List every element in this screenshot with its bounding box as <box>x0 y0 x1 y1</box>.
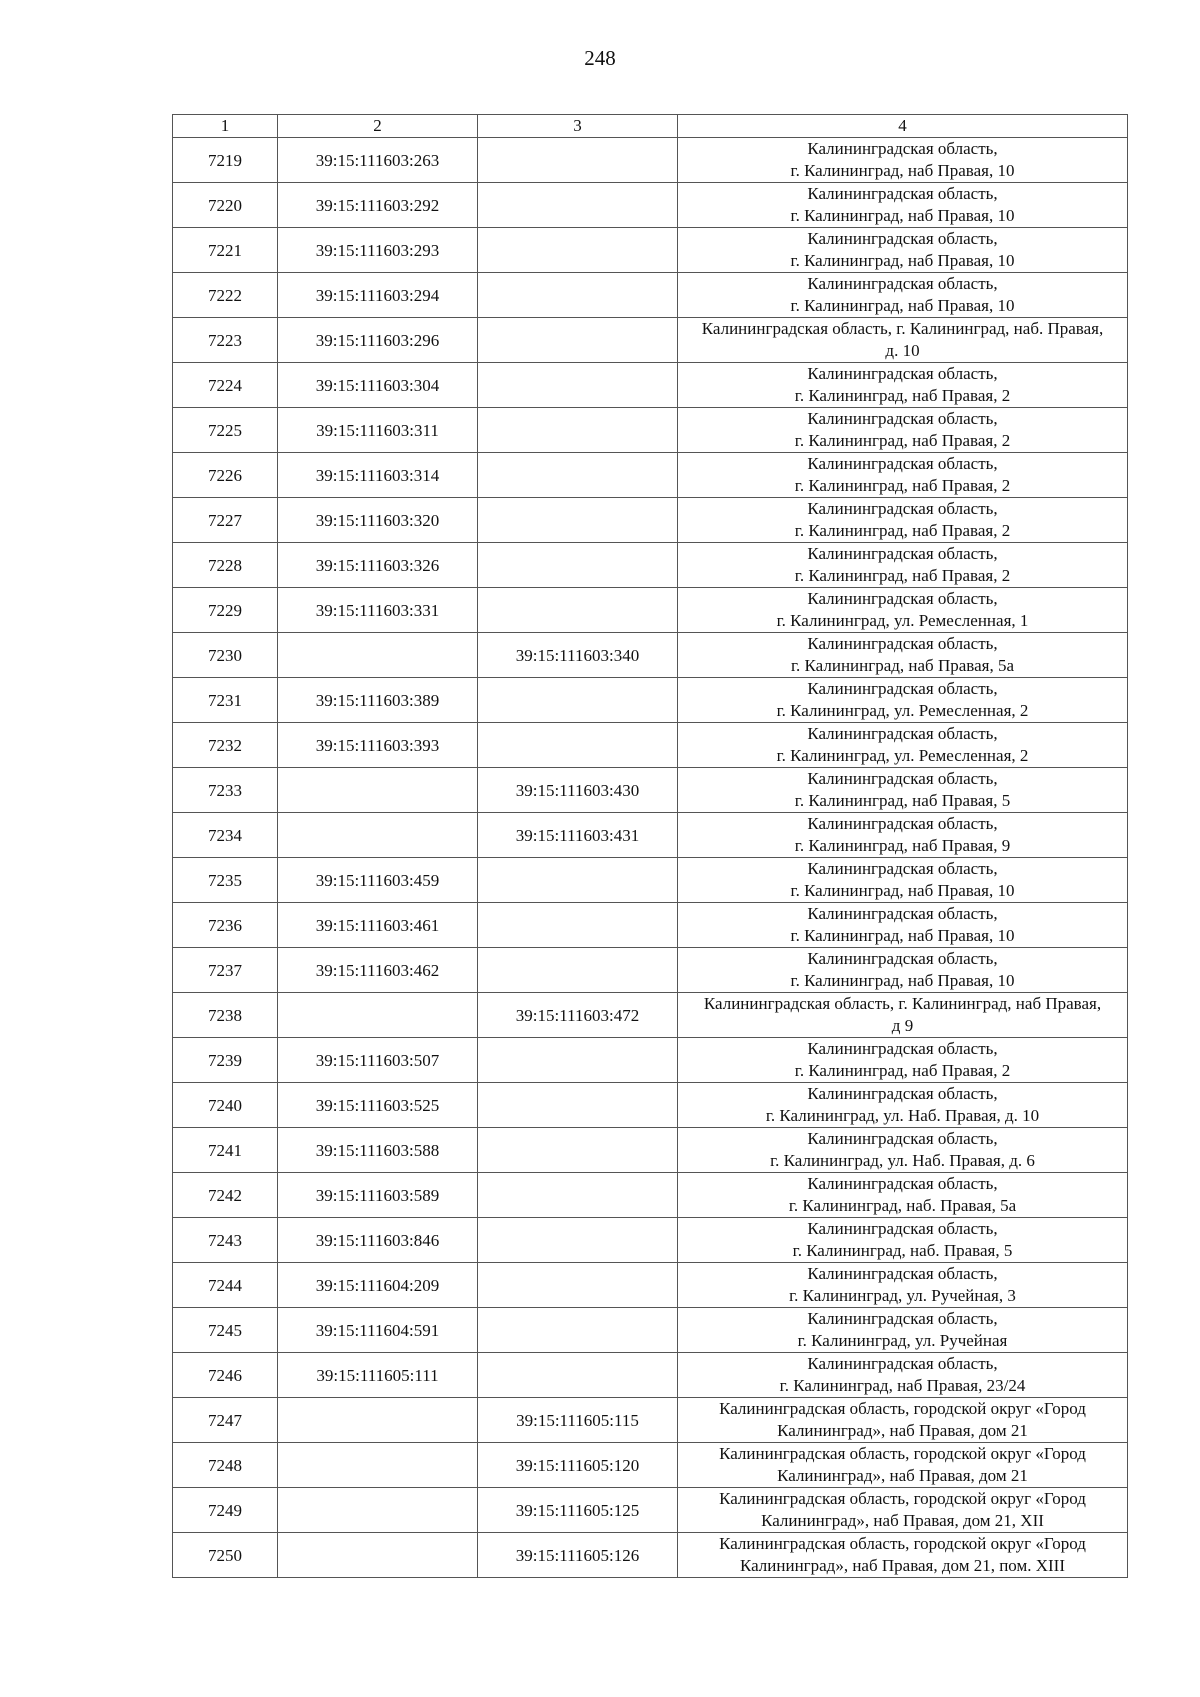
cadastral-number-cell <box>278 633 478 678</box>
address-cell <box>678 768 1128 813</box>
related-cadastral-number-cell <box>478 588 678 633</box>
related-cadastral-number-cell <box>478 408 678 453</box>
address-cell <box>678 228 1128 273</box>
cadastral-number-cell: 39:15:111605:111 <box>278 1353 478 1398</box>
address-line-1: Калининградская область, городской округ «Город <box>719 1534 1086 1553</box>
table-row <box>173 633 1128 678</box>
address-line-2: г. Калининград, наб Правая, 23/24 <box>779 1376 1026 1395</box>
related-cadastral-number-cell <box>478 1353 678 1398</box>
address-line-2: г. Калининград, наб Правая, 10 <box>790 296 1015 315</box>
column-header-4: 4 <box>678 115 1128 138</box>
address-line-2: г. Калининград, ул. Ручейная <box>797 1331 1008 1350</box>
address-line-1: Калининградская область, <box>807 139 998 158</box>
address-line-1: Калининградская область, г. Калининград, наб. Правая, <box>701 319 1104 338</box>
related-cadastral-number-cell <box>478 228 678 273</box>
table-row <box>173 1218 1128 1263</box>
address-cell <box>678 678 1128 723</box>
row-number-cell: 7225 <box>173 408 278 453</box>
related-cadastral-number-cell: 39:15:111603:472 <box>478 993 678 1038</box>
row-number-cell: 7240 <box>173 1083 278 1128</box>
cadastral-number-cell <box>278 1398 478 1443</box>
address-cell <box>678 1353 1128 1398</box>
address-cell <box>678 1263 1128 1308</box>
row-number-cell: 7230 <box>173 633 278 678</box>
cadastral-number-cell: 39:15:111603:314 <box>278 453 478 498</box>
related-cadastral-number-cell: 39:15:111603:431 <box>478 813 678 858</box>
related-cadastral-number-cell: 39:15:111603:430 <box>478 768 678 813</box>
address-cell <box>678 1128 1128 1173</box>
row-number-cell: 7236 <box>173 903 278 948</box>
address-line-1: Калининградская область, <box>807 679 998 698</box>
related-cadastral-number-cell <box>478 183 678 228</box>
address-line-2: г. Калининград, ул. Наб. Правая, д. 6 <box>770 1151 1035 1170</box>
address-cell <box>678 498 1128 543</box>
address-line-2: г. Калининград, наб Правая, 5а <box>791 656 1014 675</box>
address-line-1: Калининградская область, <box>807 1129 998 1148</box>
address-line-1: Калининградская область, <box>807 454 998 473</box>
address-line-2: г. Калининград, наб Правая, 10 <box>790 971 1015 990</box>
related-cadastral-number-cell <box>478 948 678 993</box>
table-row <box>173 1398 1128 1443</box>
related-cadastral-number-cell <box>478 723 678 768</box>
related-cadastral-number-cell <box>478 1308 678 1353</box>
address-line-1: Калининградская область, <box>807 859 998 878</box>
cadastral-number-cell: 39:15:111603:525 <box>278 1083 478 1128</box>
row-number-cell: 7242 <box>173 1173 278 1218</box>
address-line-1: Калининградская область, <box>807 1354 998 1373</box>
related-cadastral-number-cell <box>478 498 678 543</box>
cadastral-number-cell: 39:15:111603:331 <box>278 588 478 633</box>
column-header-3: 3 <box>478 115 678 138</box>
address-cell <box>678 813 1128 858</box>
related-cadastral-number-cell <box>478 903 678 948</box>
cadastral-number-cell: 39:15:111603:292 <box>278 183 478 228</box>
address-line-1: Калининградская область, <box>807 229 998 248</box>
address-cell <box>678 1398 1128 1443</box>
address-line-2: г. Калининград, ул. Ручейная, 3 <box>789 1286 1016 1305</box>
row-number-cell: 7246 <box>173 1353 278 1398</box>
row-number-cell: 7226 <box>173 453 278 498</box>
table-row <box>173 273 1128 318</box>
address-line-1: Калининградская область, <box>807 364 998 383</box>
cadastral-number-cell: 39:15:111603:294 <box>278 273 478 318</box>
related-cadastral-number-cell <box>478 543 678 588</box>
cadastral-number-cell: 39:15:111603:326 <box>278 543 478 588</box>
row-number-cell: 7233 <box>173 768 278 813</box>
address-cell <box>678 588 1128 633</box>
related-cadastral-number-cell <box>478 273 678 318</box>
table-row <box>173 1263 1128 1308</box>
related-cadastral-number-cell: 39:15:111605:125 <box>478 1488 678 1533</box>
row-number-cell: 7228 <box>173 543 278 588</box>
cadastral-number-cell: 39:15:111604:209 <box>278 1263 478 1308</box>
address-line-1: Калининградская область, г. Калининград, наб Правая, <box>703 994 1102 1013</box>
related-cadastral-number-cell <box>478 138 678 183</box>
related-cadastral-number-cell: 39:15:111605:126 <box>478 1533 678 1578</box>
table-row <box>173 138 1128 183</box>
address-cell <box>678 363 1128 408</box>
column-header-2: 2 <box>278 115 478 138</box>
address-line-1: Калининградская область, <box>807 274 998 293</box>
related-cadastral-number-cell <box>478 678 678 723</box>
address-cell <box>678 948 1128 993</box>
cadastral-number-cell: 39:15:111603:296 <box>278 318 478 363</box>
cadastral-number-cell: 39:15:111603:589 <box>278 1173 478 1218</box>
table-row <box>173 543 1128 588</box>
address-line-2: г. Калининград, ул. Ремесленная, 2 <box>776 701 1029 720</box>
address-line-2: г. Калининград, наб Правая, 10 <box>790 251 1015 270</box>
address-cell <box>678 723 1128 768</box>
table-row <box>173 453 1128 498</box>
address-line-2: г. Калининград, наб Правая, 2 <box>794 476 1011 495</box>
address-line-2: г. Калининград, наб Правая, 10 <box>790 881 1015 900</box>
cadastral-number-cell: 39:15:111603:293 <box>278 228 478 273</box>
table-row <box>173 903 1128 948</box>
row-number-cell: 7219 <box>173 138 278 183</box>
address-line-1: Калининградская область, <box>807 184 998 203</box>
address-line-2: г. Калининград, наб Правая, 10 <box>790 161 1015 180</box>
cadastral-number-cell: 39:15:111603:263 <box>278 138 478 183</box>
address-line-1: Калининградская область, <box>807 1219 998 1238</box>
row-number-cell: 7237 <box>173 948 278 993</box>
address-line-1: Калининградская область, <box>807 634 998 653</box>
related-cadastral-number-cell: 39:15:111605:115 <box>478 1398 678 1443</box>
row-number-cell: 7234 <box>173 813 278 858</box>
table-row <box>173 408 1128 453</box>
address-cell <box>678 318 1128 363</box>
address-line-2: г. Калининград, наб Правая, 2 <box>794 431 1011 450</box>
address-line-2: г. Калининград, наб Правая, 2 <box>794 386 1011 405</box>
column-header-1: 1 <box>173 115 278 138</box>
related-cadastral-number-cell <box>478 1263 678 1308</box>
cadastral-number-cell: 39:15:111603:588 <box>278 1128 478 1173</box>
address-line-1: Калининградская область, городской округ «Город <box>719 1399 1086 1418</box>
address-line-1: Калининградская область, <box>807 1264 998 1283</box>
address-line-2: г. Калининград, наб. Правая, 5а <box>788 1196 1017 1215</box>
table-row <box>173 1083 1128 1128</box>
table-row <box>173 1488 1128 1533</box>
cadastral-number-cell <box>278 1488 478 1533</box>
address-line-1: Калининградская область, <box>807 1039 998 1058</box>
row-number-cell: 7244 <box>173 1263 278 1308</box>
address-line-2: Калининград», наб Правая, дом 21, XII <box>761 1511 1044 1530</box>
address-cell <box>678 273 1128 318</box>
address-line-1: Калининградская область, <box>807 409 998 428</box>
table-row <box>173 588 1128 633</box>
address-line-2: г. Калининград, ул. Ремесленная, 2 <box>776 746 1029 765</box>
address-line-1: Калининградская область, <box>807 814 998 833</box>
address-line-2: Калининград», наб Правая, дом 21 <box>777 1421 1028 1440</box>
address-line-2: д 9 <box>891 1016 914 1035</box>
row-number-cell: 7250 <box>173 1533 278 1578</box>
row-number-cell: 7247 <box>173 1398 278 1443</box>
table-row <box>173 1308 1128 1353</box>
address-cell <box>678 1308 1128 1353</box>
address-cell <box>678 1038 1128 1083</box>
address-line-1: Калининградская область, <box>807 1309 998 1328</box>
cadastral-number-cell <box>278 1443 478 1488</box>
address-cell <box>678 1083 1128 1128</box>
cadastral-number-cell <box>278 813 478 858</box>
address-line-2: г. Калининград, наб Правая, 2 <box>794 521 1011 540</box>
address-line-2: д. 10 <box>885 341 920 360</box>
cadastral-number-cell: 39:15:111603:846 <box>278 1218 478 1263</box>
table-row <box>173 1173 1128 1218</box>
address-line-2: г. Калининград, ул. Ремесленная, 1 <box>776 611 1029 630</box>
cadastral-number-cell: 39:15:111603:462 <box>278 948 478 993</box>
address-line-1: Калининградская область, городской округ «Город <box>719 1444 1086 1463</box>
related-cadastral-number-cell <box>478 1083 678 1128</box>
table-row <box>173 858 1128 903</box>
address-cell <box>678 1218 1128 1263</box>
address-cell <box>678 543 1128 588</box>
address-line-1: Калининградская область, <box>807 904 998 923</box>
table-row <box>173 948 1128 993</box>
address-cell <box>678 633 1128 678</box>
table-row <box>173 318 1128 363</box>
address-line-2: г. Калининград, наб Правая, 9 <box>794 836 1011 855</box>
table-row <box>173 1443 1128 1488</box>
address-cell <box>678 993 1128 1038</box>
related-cadastral-number-cell <box>478 1128 678 1173</box>
table-body <box>173 138 1128 1578</box>
cadastral-number-cell <box>278 993 478 1038</box>
address-line-2: г. Калининград, наб Правая, 10 <box>790 206 1015 225</box>
table-row <box>173 498 1128 543</box>
row-number-cell: 7249 <box>173 1488 278 1533</box>
table-row <box>173 1533 1128 1578</box>
address-line-2: г. Калининград, наб Правая, 2 <box>794 566 1011 585</box>
address-cell <box>678 408 1128 453</box>
row-number-cell: 7231 <box>173 678 278 723</box>
address-cell <box>678 1533 1128 1578</box>
address-line-1: Калининградская область, <box>807 769 998 788</box>
table-row <box>173 228 1128 273</box>
row-number-cell: 7222 <box>173 273 278 318</box>
related-cadastral-number-cell <box>478 1173 678 1218</box>
address-cell <box>678 453 1128 498</box>
page-number: 248 <box>584 46 616 70</box>
table-row <box>173 678 1128 723</box>
related-cadastral-number-cell: 39:15:111603:340 <box>478 633 678 678</box>
address-line-1: Калининградская область, <box>807 949 998 968</box>
address-line-2: Калининград», наб Правая, дом 21, пом. XIII <box>739 1556 1065 1575</box>
address-line-2: г. Калининград, наб. Правая, 5 <box>792 1241 1013 1260</box>
address-cell <box>678 1173 1128 1218</box>
table-row <box>173 1038 1128 1083</box>
cadastral-number-cell: 39:15:111603:311 <box>278 408 478 453</box>
related-cadastral-number-cell <box>478 1038 678 1083</box>
row-number-cell: 7245 <box>173 1308 278 1353</box>
cadastral-number-cell: 39:15:111603:320 <box>278 498 478 543</box>
address-line-1: Калининградская область, <box>807 544 998 563</box>
address-cell <box>678 858 1128 903</box>
table-row <box>173 363 1128 408</box>
cadastral-number-cell: 39:15:111603:393 <box>278 723 478 768</box>
address-cell <box>678 1443 1128 1488</box>
address-line-2: г. Калининград, наб Правая, 2 <box>794 1061 1011 1080</box>
table-row <box>173 723 1128 768</box>
related-cadastral-number-cell <box>478 318 678 363</box>
address-line-1: Калининградская область, <box>807 724 998 743</box>
address-line-1: Калининградская область, <box>807 1174 998 1193</box>
address-line-2: г. Калининград, наб Правая, 10 <box>790 926 1015 945</box>
related-cadastral-number-cell: 39:15:111605:120 <box>478 1443 678 1488</box>
related-cadastral-number-cell <box>478 363 678 408</box>
address-line-1: Калининградская область, <box>807 589 998 608</box>
address-line-2: Калининград», наб Правая, дом 21 <box>777 1466 1028 1485</box>
cadastral-number-cell: 39:15:111603:507 <box>278 1038 478 1083</box>
related-cadastral-number-cell <box>478 1218 678 1263</box>
address-line-1: Калининградская область, <box>807 499 998 518</box>
table-row <box>173 813 1128 858</box>
table-header-row <box>173 115 1128 138</box>
row-number-cell: 7243 <box>173 1218 278 1263</box>
row-number-cell: 7229 <box>173 588 278 633</box>
cadastral-number-cell: 39:15:111604:591 <box>278 1308 478 1353</box>
address-cell <box>678 183 1128 228</box>
cadastral-number-cell: 39:15:111603:461 <box>278 903 478 948</box>
cadastral-number-cell: 39:15:111603:304 <box>278 363 478 408</box>
address-line-1: Калининградская область, городской округ «Город <box>719 1489 1086 1508</box>
table-row <box>173 768 1128 813</box>
address-cell <box>678 1488 1128 1533</box>
table-row <box>173 993 1128 1038</box>
table-row <box>173 1353 1128 1398</box>
row-number-cell: 7223 <box>173 318 278 363</box>
related-cadastral-number-cell <box>478 453 678 498</box>
row-number-cell: 7239 <box>173 1038 278 1083</box>
row-number-cell: 7221 <box>173 228 278 273</box>
table-row <box>173 1128 1128 1173</box>
cadastral-number-cell <box>278 1533 478 1578</box>
table-row <box>173 183 1128 228</box>
related-cadastral-number-cell <box>478 858 678 903</box>
address-line-1: Калининградская область, <box>807 1084 998 1103</box>
cadastral-number-cell: 39:15:111603:389 <box>278 678 478 723</box>
row-number-cell: 7241 <box>173 1128 278 1173</box>
row-number-cell: 7235 <box>173 858 278 903</box>
cadastral-table <box>172 114 1128 1578</box>
row-number-cell: 7232 <box>173 723 278 768</box>
cadastral-number-cell: 39:15:111603:459 <box>278 858 478 903</box>
address-cell <box>678 903 1128 948</box>
row-number-cell: 7238 <box>173 993 278 1038</box>
row-number-cell: 7248 <box>173 1443 278 1488</box>
row-number-cell: 7227 <box>173 498 278 543</box>
address-line-2: г. Калининград, ул. Наб. Правая, д. 10 <box>765 1106 1040 1125</box>
address-line-2: г. Калининград, наб Правая, 5 <box>794 791 1011 810</box>
row-number-cell: 7220 <box>173 183 278 228</box>
cadastral-number-cell <box>278 768 478 813</box>
row-number-cell: 7224 <box>173 363 278 408</box>
address-cell <box>678 138 1128 183</box>
